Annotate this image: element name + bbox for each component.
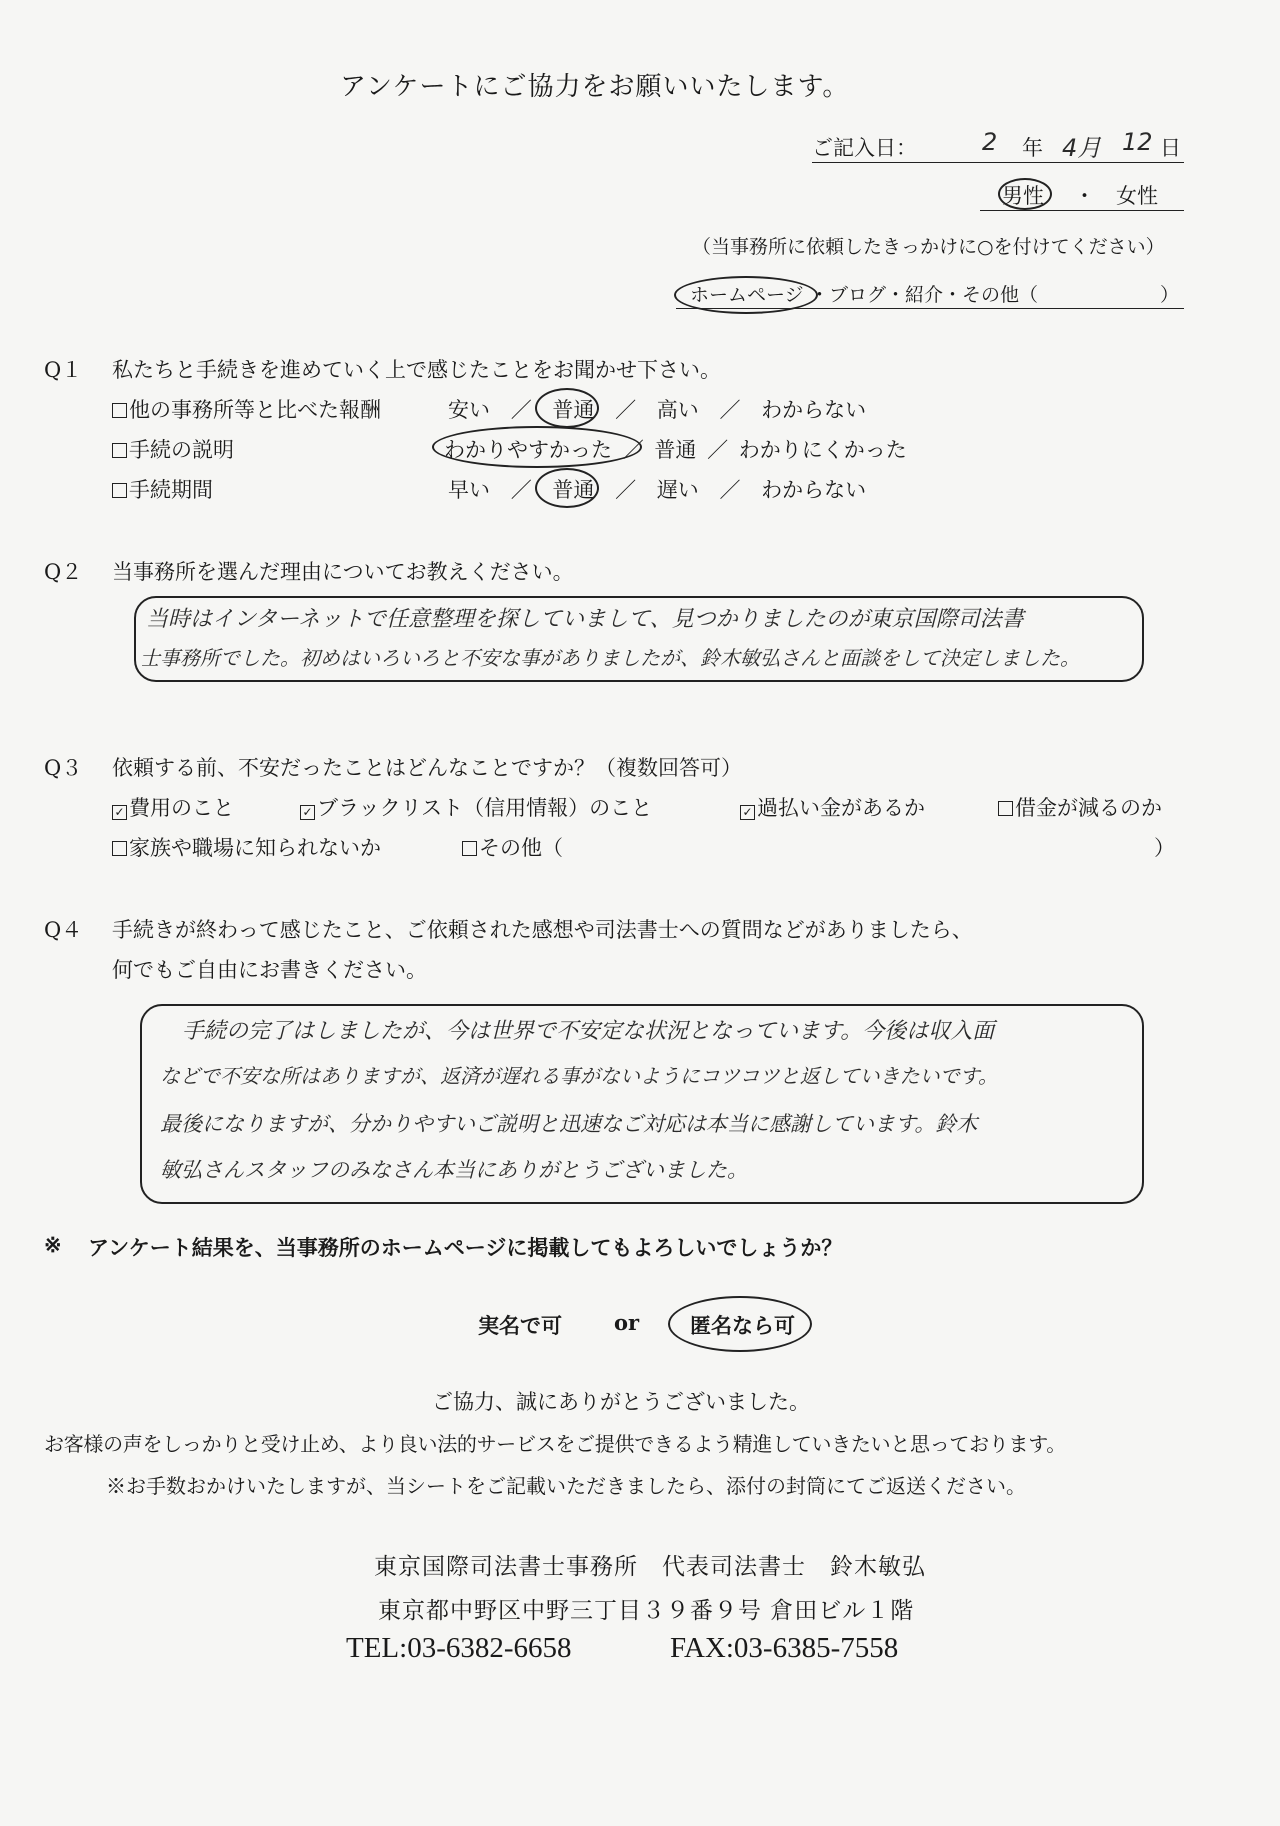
selection-circle <box>432 426 642 468</box>
office-name: 東京国際司法書士事務所 代表司法書士 鈴木敏弘 <box>374 1554 926 1580</box>
checkbox[interactable] <box>112 443 127 458</box>
q3-other-close: ） <box>1154 836 1175 860</box>
q1-row-label: 手続の説明 <box>129 438 234 462</box>
slash: ／ <box>615 398 637 422</box>
date-day-unit: 日 <box>1160 136 1181 160</box>
option-label: 過払い金があるか <box>757 796 925 820</box>
selection-circle <box>998 178 1052 210</box>
option-label: 費用のこと <box>129 796 234 820</box>
q1-number: Q１ <box>44 358 83 382</box>
page-title: アンケートにご協力をお願いいたします。 <box>340 72 850 102</box>
slash: ／ <box>719 398 741 422</box>
q3-option <box>740 792 925 822</box>
gender-female: 女性 <box>1116 184 1158 208</box>
q4-number: Q４ <box>44 918 83 942</box>
checkbox[interactable] <box>998 801 1013 816</box>
q3-option <box>112 832 381 862</box>
q3-option <box>998 792 1162 822</box>
q2-answer-line: 士事務所でした。初めはいろいろと不安な事がありましたが、鈴木敏弘さんと面談をして決定しました。 <box>140 646 1080 670</box>
trigger-prompt: （当事務所に依頼したきっかけに○を付けてください） <box>692 236 1165 258</box>
q3-option <box>112 792 234 822</box>
q3-number: Q３ <box>44 756 83 780</box>
option-text: わからない <box>761 398 867 422</box>
option-text: 安い <box>448 398 490 422</box>
selection-circle <box>535 388 599 428</box>
checkbox[interactable] <box>462 841 477 856</box>
checkbox[interactable] <box>112 483 127 498</box>
option-text: わからない <box>761 478 867 502</box>
option-text: 普通 <box>552 398 595 422</box>
q4-answer-line: 最後になりますが、分かりやすいご説明と迅速なご対応は本当に感謝しています。鈴木 <box>160 1112 978 1136</box>
checkbox[interactable] <box>112 403 127 418</box>
q1-row-explanation <box>112 434 234 464</box>
option-label: 借金が減るのか <box>1015 796 1162 820</box>
slash: ／ <box>719 478 741 502</box>
selection-circle <box>668 1296 812 1352</box>
publish-mark: ※ <box>44 1232 62 1257</box>
date-year-unit: 年 <box>1022 136 1043 160</box>
option-label: その他（ <box>479 836 563 860</box>
q3-option <box>300 792 652 822</box>
checkbox-checked[interactable]: ✓ <box>300 805 315 820</box>
date-month: 4月 <box>1062 134 1102 162</box>
slash: ／ <box>615 478 637 502</box>
slash: ／ <box>707 438 729 462</box>
q1-row-label: 他の事務所等と比べた報酬 <box>129 398 381 422</box>
q1-row-fee <box>112 394 381 424</box>
office-tel: TEL:03-6382-6658 <box>346 1632 572 1664</box>
q4-answer-line: 手続の完了はしましたが、今は世界で不安定な状況となっています。今後は収入面 <box>182 1019 995 1044</box>
checkbox[interactable] <box>112 841 127 856</box>
slash: ／ <box>510 478 532 502</box>
q1-period-options <box>448 474 866 504</box>
q3-option <box>462 832 563 862</box>
option-real-name: 実名で可 <box>478 1313 562 1338</box>
checkbox-checked[interactable]: ✓ <box>112 805 127 820</box>
or-text: or <box>614 1310 640 1335</box>
option-label: ブラックリスト（信用情報）のこと <box>317 796 653 820</box>
office-fax: FAX:03-6385-7558 <box>670 1632 899 1664</box>
footer-message: お客様の声をしっかりと受け止め、より良い法的サービスをご提供できるよう精進していきたいと思っております。 <box>44 1432 1066 1456</box>
trigger-others: ・ブログ・紹介・その他（ <box>810 284 1039 306</box>
option-text: 遅い <box>656 478 699 502</box>
selection-circle <box>535 468 599 508</box>
q1-row-period <box>112 474 213 504</box>
date-line <box>812 128 1184 163</box>
option-label: 家族や職場に知られないか <box>129 836 381 860</box>
q4-answer-line: などで不安な所はありますが、返済が遅れる事がないようにコツコツと返していきたいです。 <box>160 1064 998 1088</box>
footer-notice: ※お手数おかけいたしますが、当シートをご記載いただきましたら、添付の封筒にてご返送ください。 <box>106 1474 1026 1498</box>
q1-fee-options <box>448 394 866 424</box>
option-text: わかりやすかった <box>444 438 612 462</box>
q4-question-line1: 手続きが終わって感じたこと、ご依頼された感想や司法書士への質問などがありましたら、 <box>112 918 973 942</box>
gender-sep: ・ <box>1074 184 1095 208</box>
q1-row-label: 手続期間 <box>129 478 213 502</box>
checkbox-checked[interactable]: ✓ <box>740 805 755 820</box>
slash: ／ <box>622 438 644 462</box>
option-text: わかりにくかった <box>738 438 907 462</box>
option-text: 普通 <box>552 478 595 502</box>
q4-question-line2: 何でもご自由にお書きください。 <box>112 958 427 982</box>
option-text: 早い <box>448 478 490 502</box>
footer-thanks: ご協力、誠にありがとうございました。 <box>432 1390 810 1414</box>
date-day: 12 <box>1122 128 1153 156</box>
option-text: 高い <box>656 398 699 422</box>
q2-number: Q２ <box>44 560 83 584</box>
q4-answer-line: 敏弘さんスタッフのみなさん本当にありがとうございました。 <box>160 1158 748 1182</box>
q2-answer-line: 当時はインターネットで任意整理を探していまして、見つかりましたのが東京国際司法書 <box>146 607 1024 632</box>
trigger-close: ） <box>1160 284 1180 306</box>
option-text: 普通 <box>654 438 697 462</box>
selection-circle <box>674 276 818 314</box>
publish-question: アンケート結果を、当事務所のホームページに掲載してもよろしいでしょうか？ <box>88 1235 843 1260</box>
q2-question: 当事務所を選んだ理由についてお教えください。 <box>112 560 574 584</box>
option-anonymous: 匿名なら可 <box>690 1313 795 1338</box>
date-year: 2 <box>982 128 998 156</box>
q1-question: 私たちと手続きを進めていく上で感じたことをお聞かせ下さい。 <box>112 358 721 382</box>
slash: ／ <box>510 398 532 422</box>
q3-question: 依頼する前、不安だったことはどんなことですか？（複数回答可） <box>112 756 742 780</box>
gender-male: 男性 <box>1002 184 1044 208</box>
office-address: 東京都中野区中野三丁目３９番９号 倉田ビル１階 <box>378 1598 915 1624</box>
date-label: ご記入日： <box>812 136 917 160</box>
trigger-homepage: ホームページ <box>690 284 804 306</box>
